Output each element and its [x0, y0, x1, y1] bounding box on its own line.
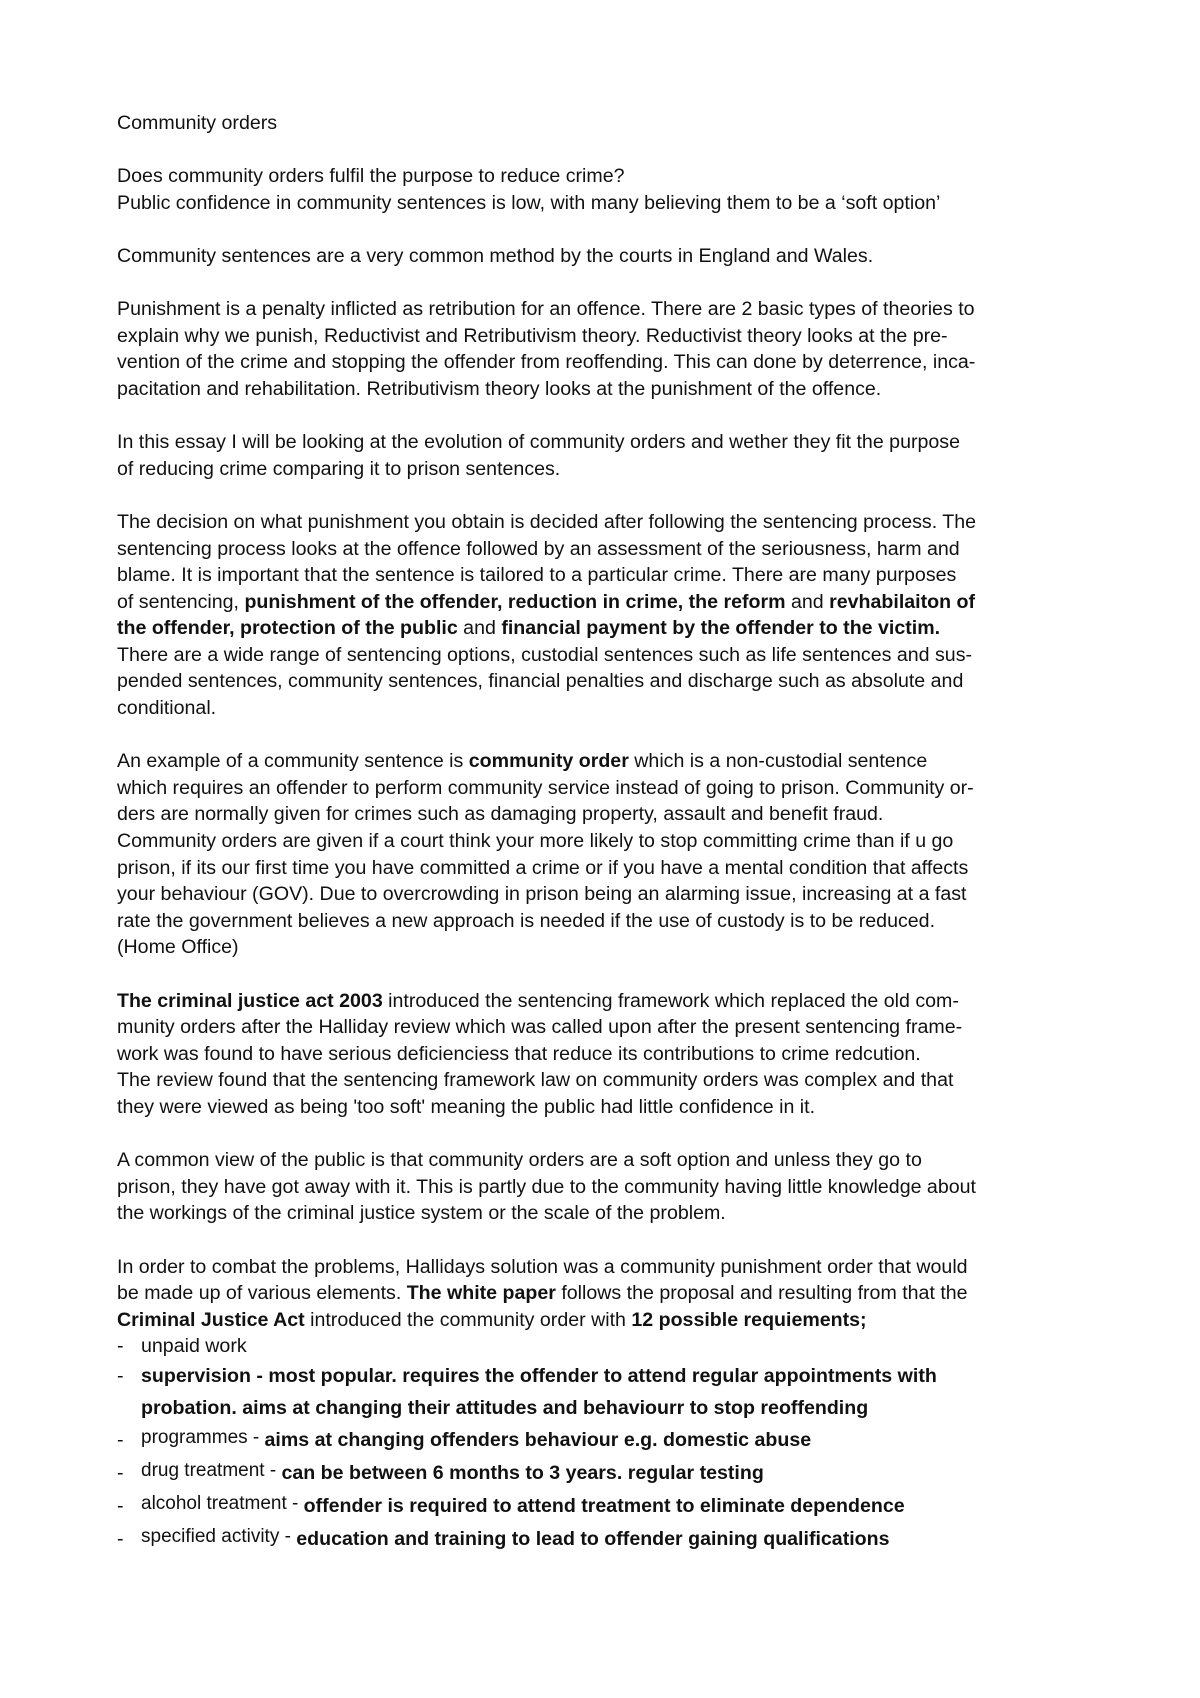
text-line [117, 1307, 1102, 1334]
spacer [117, 137, 1102, 164]
spacer [117, 1121, 1102, 1148]
text-line: A common view of the public is that community orders are a soft option and unless they go to [117, 1149, 922, 1172]
list-item-text: education and training to lead to offender gaining qualifications [296, 1527, 890, 1550]
paragraph-common-method: Community sentences are a very common method by the courts in England and Wales. [117, 244, 874, 267]
text-line: which requires an offender to perform community service instead of going to prison. Community or- [117, 776, 974, 799]
text-run: which is a non-custodial sentence [628, 750, 928, 773]
list-item-label: drug treatment - [141, 1459, 282, 1481]
text-line: The decision on what punishment you obtain is decided after following the sentencing process. The [117, 510, 977, 533]
text-run: of sentencing, [117, 590, 245, 613]
text-line: munity orders after the Halliday review which was called upon after the present sentencing frame- [117, 1016, 963, 1039]
spacer [117, 216, 1102, 243]
text-line: work was found to have serious deficienciess that reduce its contributions to crime redcution. [117, 1042, 921, 1065]
text-run: and [785, 590, 830, 613]
paragraph-public-view [117, 1147, 1102, 1227]
paragraph-question [117, 163, 1102, 216]
text-line: In order to combat the problems, Hallidays solution was a community punishment order that would [117, 1255, 968, 1278]
bold-run: community order [468, 750, 629, 773]
text-line: Public confidence in community sentences is low, with many believing them to be a ‘soft option’ [117, 191, 941, 214]
text-line: The review found that the sentencing framework law on community orders was complex and that [117, 1069, 954, 1092]
text-line: pacitation and rehabilitation. Retributivism theory looks at the punishment of the offence. [117, 377, 882, 400]
dash-bullet: - [117, 1527, 124, 1550]
text-line: pended sentences, community sentences, financial penalties and discharge such as absolute and [117, 670, 964, 693]
list-item-text: aims at changing offenders behaviour e.g. domestic abuse [264, 1428, 812, 1451]
list-item [117, 1457, 1102, 1490]
list-item [117, 1523, 1102, 1556]
dash-bullet: - [117, 1461, 124, 1484]
text-line: conditional. [117, 697, 217, 720]
text-line: they were viewed as being 'too soft' meaning the public had little confidence in it. [117, 1095, 816, 1118]
text-line [117, 615, 1102, 642]
text-line: prison, they have got away with it. This is partly due to the community having little knowledge about [117, 1175, 976, 1198]
paragraph-community-order-example [117, 748, 1102, 961]
spacer [117, 961, 1102, 988]
text-line: Punishment is a penalty inflicted as retribution for an offence. There are 2 basic types of theories to [117, 298, 975, 321]
paragraph-halliday-solution [117, 1254, 1102, 1334]
bold-run: revhabilaiton of [829, 590, 976, 613]
spacer [117, 1227, 1102, 1254]
bold-run: financial payment by the offender to the victim. [501, 617, 941, 640]
document-title: Community orders [117, 112, 278, 134]
text-line: Community orders are given if a court think your more likely to stop committing crime than if u go [117, 830, 954, 853]
bold-run: The white paper [406, 1282, 556, 1305]
paragraph-essay-intro [117, 429, 1102, 482]
text-line: vention of the crime and stopping the offender from reoffending. This can done by deterrence, inca- [117, 351, 976, 374]
text-line: the workings of the criminal justice system or the scale of the problem. [117, 1202, 726, 1225]
bold-run: The criminal justice act 2003 [117, 989, 383, 1012]
text-run: be made up of various elements. [117, 1282, 407, 1305]
list-item-text: supervision - most popular. requires the offender to attend regular appointments with [141, 1364, 937, 1387]
list-item-label: alcohol treatment - [141, 1492, 304, 1514]
text-line: There are a wide range of sentencing options, custodial sentences such as life sentences and sus- [117, 643, 973, 666]
list-item [117, 1360, 1102, 1424]
bold-run: , [677, 590, 689, 613]
text-line: ders are normally given for crimes such as damaging property, assault and benefit fraud. [117, 803, 884, 826]
text-run: introduced the community order with [304, 1308, 632, 1331]
text-line [117, 988, 1102, 1015]
text-line: prison, if its our first time you have committed a crime or if you have a mental condition that affects [117, 856, 969, 879]
spacer [117, 722, 1102, 749]
text-line: sentencing process looks at the offence followed by an assessment of the seriousness, harm and [117, 537, 960, 560]
text-line: of reducing crime comparing it to prison sentences. [117, 457, 561, 480]
text-line: blame. It is important that the sentence is tailored to a particular crime. There are many purposes [117, 564, 957, 587]
text-line: rate the government believes a new approach is needed if the use of custody is to be reduced. [117, 909, 936, 932]
text-line [117, 589, 1102, 616]
paragraph-punishment-theories [117, 296, 1102, 402]
list-item-text: unpaid work [141, 1335, 247, 1358]
paragraph-criminal-justice-act [117, 988, 1102, 1121]
text-run: follows the proposal and resulting from that the [555, 1282, 968, 1305]
text-line: explain why we punish, Reductivist and Retributivism theory. Reductivist theory looks at the pre- [117, 324, 948, 347]
list-item-label: programmes - [141, 1426, 265, 1448]
text-line: (Home Office) [117, 936, 239, 959]
text-run: An example of a community sentence is [117, 750, 469, 773]
text-run: introduced the sentencing framework which replaced the old com- [382, 989, 959, 1012]
spacer [117, 482, 1102, 509]
text-line [117, 1280, 1102, 1307]
document-page [117, 110, 1102, 1556]
dash-bullet: - [117, 1494, 124, 1517]
bold-run: punishment of the offender [244, 590, 497, 613]
bold-run: , [497, 590, 508, 613]
bold-run: , [229, 617, 241, 640]
spacer [117, 270, 1102, 297]
dash-bullet: - [117, 1335, 124, 1358]
bold-run: the reform [688, 590, 786, 613]
text-line: your behaviour (GOV). Due to overcrowding in prison being an alarming issue, increasing at a fast [117, 883, 967, 906]
paragraph-sentencing-process [117, 509, 1102, 722]
text-line: In this essay I will be looking at the evolution of community orders and wether they fit the purpose [117, 431, 960, 454]
text-line: Does community orders fulfil the purpose to reduce crime? [117, 165, 625, 188]
requirements-list [117, 1333, 1102, 1556]
list-item-text: can be between 6 months to 3 years. regular testing [281, 1461, 764, 1484]
dash-bullet: - [117, 1364, 124, 1387]
bold-run: the offender [117, 617, 230, 640]
text-run: and [457, 617, 502, 640]
dash-bullet: - [117, 1428, 124, 1451]
list-item-text: probation. aims at changing their attitudes and behaviourr to stop reoffending [141, 1396, 869, 1419]
bold-run: 12 possible requiements; [631, 1308, 867, 1331]
list-item-label: specified activity - [141, 1525, 297, 1547]
text-line [117, 748, 1102, 775]
list-item [117, 1424, 1102, 1457]
bold-run: reduction in crime [507, 590, 678, 613]
list-item [117, 1490, 1102, 1523]
list-item [117, 1333, 1102, 1360]
bold-run: protection of the public [240, 617, 458, 640]
spacer [117, 403, 1102, 430]
bold-run: Criminal Justice Act [117, 1308, 305, 1331]
list-item-text: offender is required to attend treatment to eliminate dependence [303, 1494, 905, 1517]
